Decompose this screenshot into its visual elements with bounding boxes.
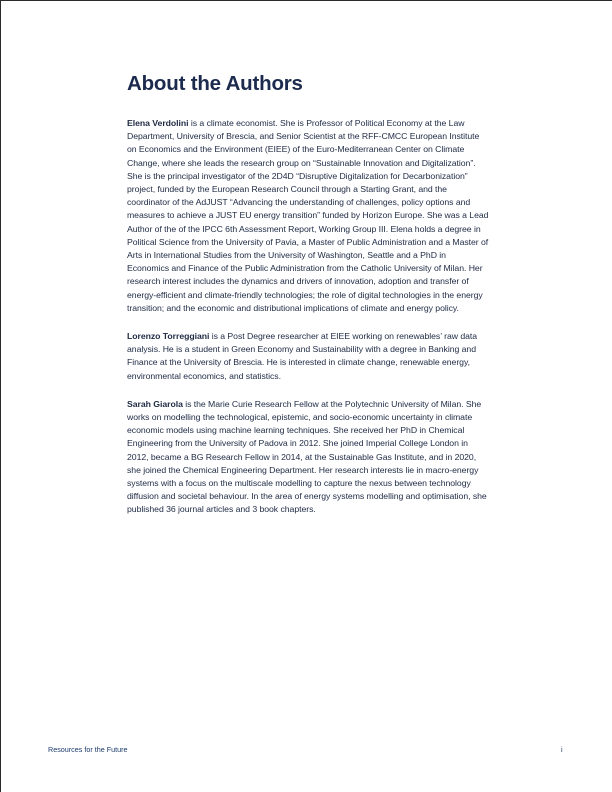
- footer-publisher: Resources for the Future: [48, 745, 128, 754]
- author-bio-text: is the Marie Curie Research Fellow at the Polytechnic University of Milan. She works on modelling the technological, epistemic, and socio-economic uncertainty in climate economic models using machine learning techniques. She received her PhD in Chemical Engineering from the University of Padova in 2012. She joined Imperial College London in 2012, became a BG Research Fellow in 2014, at the Sustainable Gas Institute, and in 2020, she joined the Chemical Engineering Department. Her research interests lie in macro-energy systems with a focus on the multiscale modelling to capture the nexus between technology diffusion and societal behaviour. In the area of energy systems modelling and optimisation, she published 36 journal articles and 3 book chapters.: [127, 398, 487, 515]
- author-bio-verdolini: [127, 117, 489, 315]
- content-area: [127, 71, 489, 532]
- author-name: Lorenzo Torreggiani: [127, 331, 210, 342]
- page-title: About the Authors: [127, 72, 303, 95]
- author-name: Elena Verdolini: [127, 118, 189, 128]
- author-bio-text: is a Post Degree researcher at EIEE working on renewables’ raw data analysis. He is a student in Green Economy and Sustainability with a degree in Banking and Finance at the University of Brescia. He is interested in climate change, renewable energy, environmental economics, and statistics.: [127, 331, 478, 381]
- author-bio-torreggiani: [127, 330, 489, 383]
- author-name: Sarah Giarola: [127, 398, 183, 409]
- author-bio-giarola: [127, 398, 489, 517]
- footer-page-number: i: [561, 745, 563, 754]
- author-bio-text: is a climate economist. She is Professor of Political Economy at the Law Department, University of Brescia, and Senior Scientist at the RFF-CMCC European Institute on Economics and the Environment (EIEE) of the Euro-Mediterranean Center on Climate Change, where she leads the research group on “Sustainable Innovation and Digitalization”. She is the principal investigator of the 2D4D “Disruptive Digitalization for Decarbonization” project, funded by the European Research Council through a Starting Grant, and the coordinator of the AdJUST “Advancing the understanding of challenges, policy options and measures to achieve a JUST EU energy transition” funded by Horizon Europe. She was a Lead Author of the of the IPCC 6th Assessment Report, Working Group III. Elena holds a degree in Political Science from the University of Pavia, a Master of Public Administration and a Master of Arts in International Studies from the University of Washington, Seattle and a PhD in Economics and Finance of the Public Administration from the Catholic University of Milan. Her research interest includes the dynamics and drivers of innovation, adoption and transfer of energy-efficient and climate-friendly technologies; the role of digital technologies in the energy transition; and the economic and distributional implications of climate and energy policy.: [127, 118, 489, 313]
